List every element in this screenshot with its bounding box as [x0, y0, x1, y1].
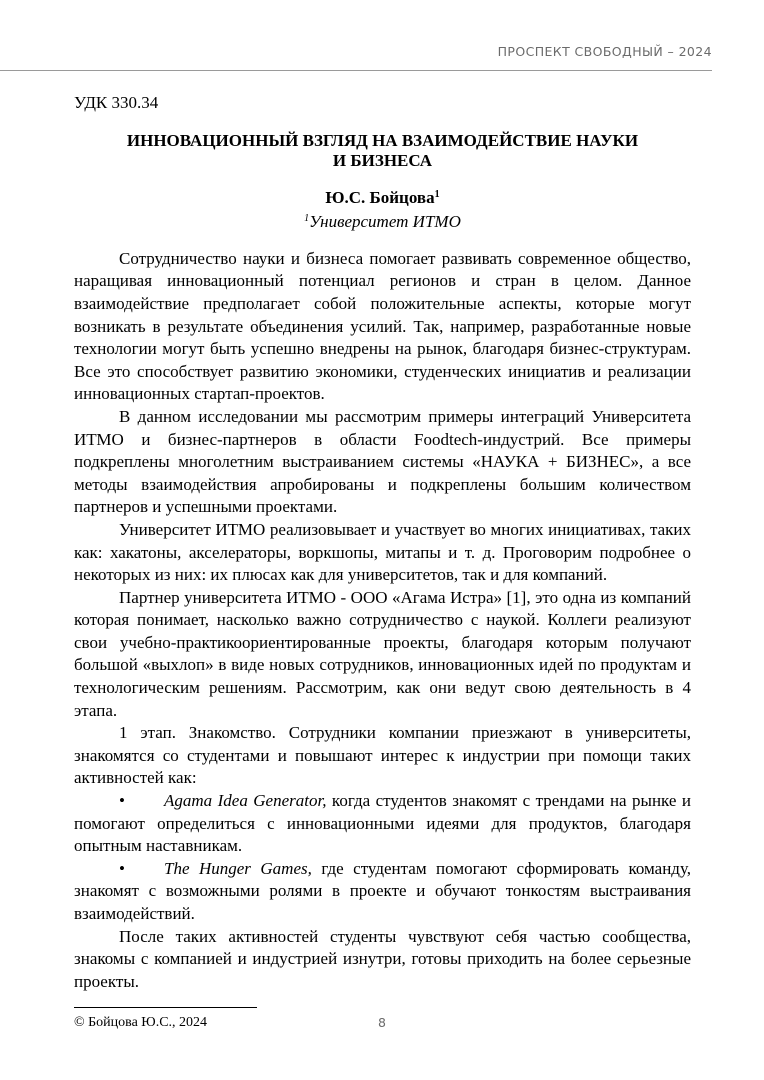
bullet-marker: •	[119, 858, 125, 878]
page-number: 8	[378, 1015, 386, 1030]
author-name: Ю.С. Бойцова	[325, 187, 435, 207]
title-line-2: И БИЗНЕСА	[332, 150, 433, 170]
bullet-title: The Hunger Games,	[164, 858, 312, 878]
bullet-marker: •	[119, 791, 125, 811]
affiliation-superscript: 1	[304, 213, 310, 225]
paragraph: Партнер университета ИТМО - ООО «Агама Истра» [1], это одна из компаний которая понимает, насколько важно сотрудничество с наукой. Коллеги реализуют свои учебно-практикоориентированные проекты, благодаря которым получают большой «выхлоп» в виде новых сотрудников, инновационных идей по продуктам и технологическим решениям. Рассмотрим, как они ведут свою деятельность в 4 этапа.	[74, 587, 691, 720]
bullet-text: когда студентов знакомят с трендами на рынке и помогают определиться с инновационными идеями для продуктов, благодаря опытным наставникам.	[74, 791, 691, 856]
affiliation-name: Университет ИТМО	[309, 212, 461, 232]
author-superscript: 1	[434, 188, 440, 200]
journal-title: ПРОСПЕКТ СВОБОДНЫЙ – 2024	[497, 44, 712, 59]
author	[74, 187, 691, 210]
footnote-divider	[74, 1007, 257, 1008]
header-divider	[0, 70, 712, 71]
paragraph: После таких активностей студенты чувствуют себя частью сообщества, знакомы с компанией и индустрией изнутри, готовы приходить на более серьезные проекты.	[74, 926, 691, 991]
udk-code: УДК 330.34	[74, 93, 159, 112]
paragraph: В данном исследовании мы рассмотрим примеры интеграций Университета ИТМО и бизнес-партнеров в области Foodtech-индустрий. Все примеры подкреплены многолетним выстраиванием системы «НАУКА + БИЗНЕС», а все методы взаимодействия апробированы и подкреплены большим количеством партнеров и успешными проектами.	[74, 406, 691, 517]
bullet-item	[74, 858, 691, 926]
paragraph: Сотрудничество науки и бизнеса помогает развивать современное общество, наращивая инновационный потенциал регионов и стран в целом. Данное взаимодействие предполагает собой положительные аспекты, которые могут возникать в результате объединения усилий. Так, например, разработанные новые технологии могут быть успешно внедрены на рынок, благодаря бизнес-структурам. Все это способствует развитию экономики, студенческих инициатив и реализации инновационных стартап-проектов.	[74, 248, 691, 404]
article-body	[74, 92, 691, 1035]
article-title	[74, 131, 691, 171]
copyright-footnote: © Бойцова Ю.С., 2024	[74, 1015, 208, 1031]
paragraph: 1 этап. Знакомство. Сотрудники компании приезжают в университеты, знакомятся со студентами и повышают интерес к индустрии при помощи таких активностей как:	[74, 723, 691, 788]
bullet-text: где студентам помогают сформировать команду, знакомят с возможными ролями в проекте и обучают тонкостям выстраивания взаимодействий.	[74, 858, 691, 923]
bullet-title: Agama Idea Generator,	[164, 791, 327, 811]
title-line-1: ИННОВАЦИОННЫЙ ВЗГЛЯД НА ВЗАИМОДЕЙСТВИЕ НАУКИ	[126, 130, 639, 150]
bullet-item	[74, 790, 691, 858]
paragraph: Университет ИТМО реализовывает и участвует во многих инициативах, таких как: хакатоны, акселераторы, воркшопы, митапы и т. д. Проговорим подробнее о некоторых из них: их плюсах как для университетов, так и для компаний.	[74, 519, 691, 585]
affiliation	[74, 211, 691, 234]
